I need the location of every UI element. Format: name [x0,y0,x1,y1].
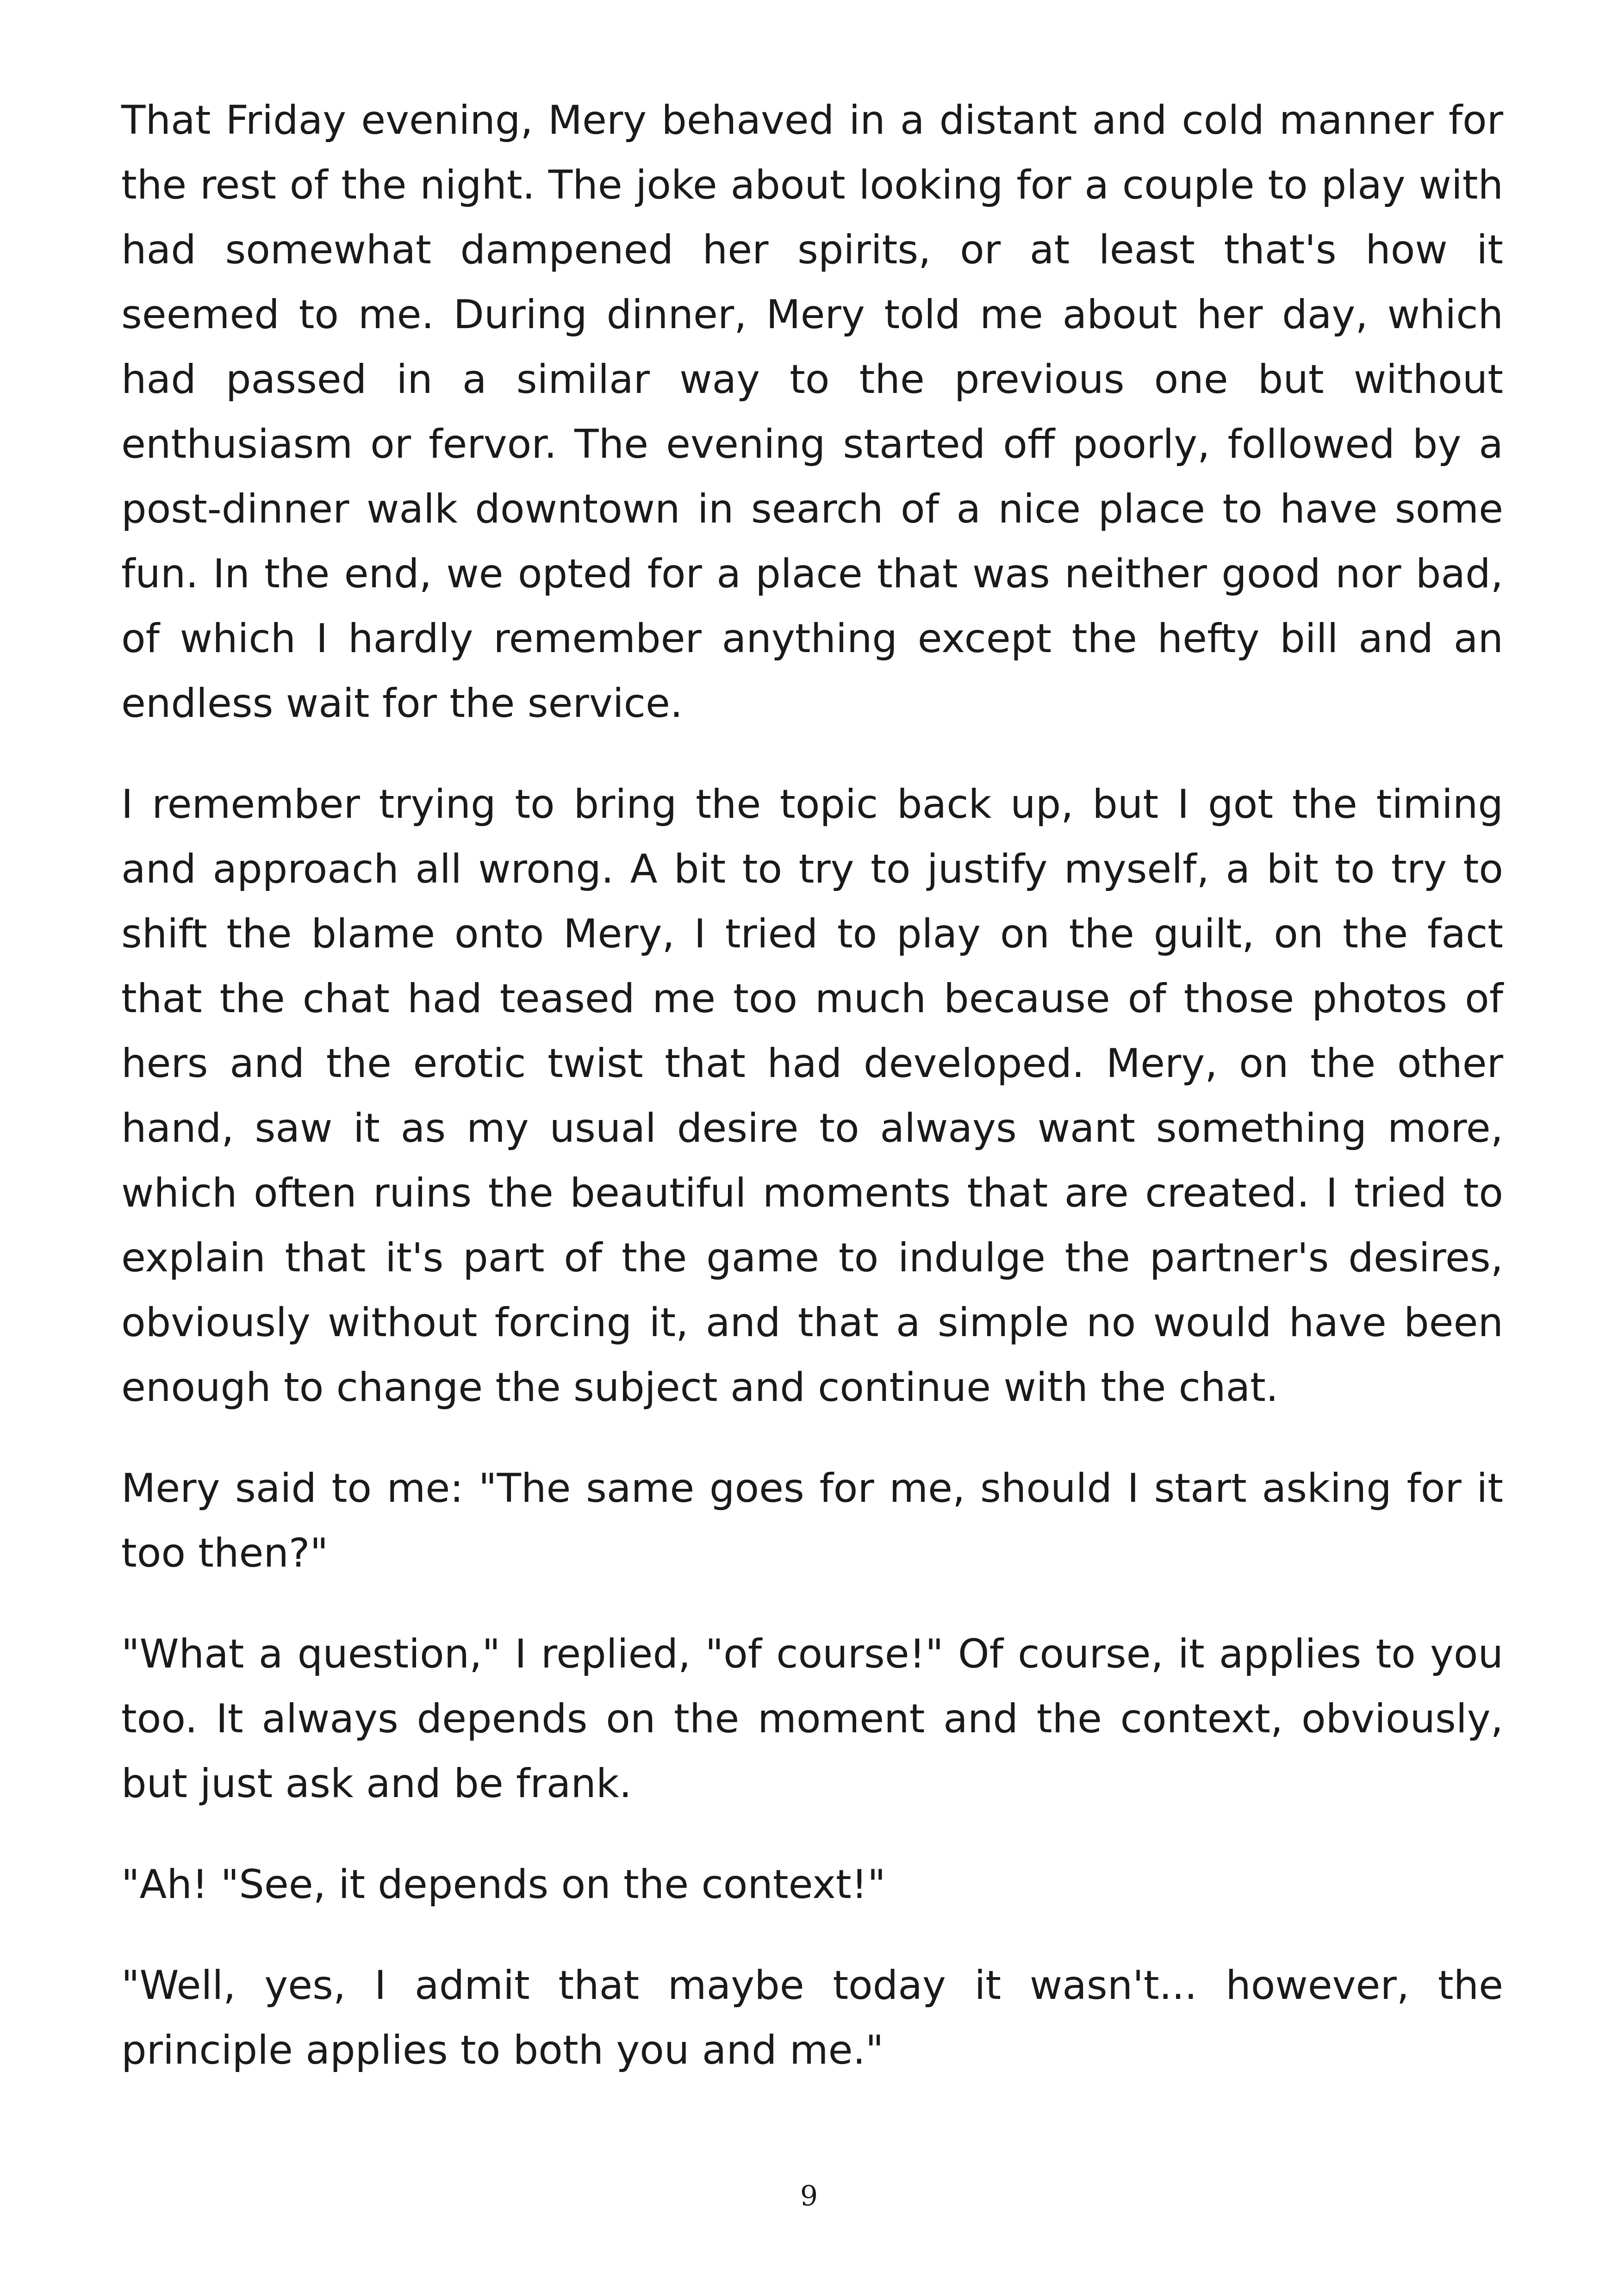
body-text [121,88,1503,2119]
paragraph-2: I remember trying to bring the topic back up, but I got the timing and approach all wrong. A bit to try to justify myself, a bit to try to shift the blame onto Mery, I tried to play on the guilt, on the fact that the chat had teased me too much because of those photos of hers and the erotic twist that had developed. Mery, on the other hand, saw it as my usual desire to always want something more, which often ruins the beautiful moments that are created. I tried to explain that it's part of the game to indulge the partner's desires, obviously without forcing it, and that a simple no would have been enough to change the subject and continue with the chat. [121,781,1503,1411]
paragraph-6: "Well, yes, I admit that maybe today it wasn't... however, the principle applies to both you and me." [121,1962,1503,2073]
paragraph-1: That Friday evening, Mery behaved in a distant and cold manner for the rest of the night. The joke about looking for a couple to play with had somewhat dampened her spirits, or at least that's how it seemed to me. During dinner, Mery told me about her day, which had passed in a similar way to the previous one but without enthusiasm or fervor. The evening started off poorly, followed by a post-dinner walk downtown in search of a nice place to have some fun. In the end, we opted for a place that was neither good nor bad, of which I hardly remember anything except the hefty bill and an endless wait for the service. [121,97,1503,727]
paragraph-3: Mery said to me: "The same goes for me, should I start asking for it too then?" [121,1465,1503,1576]
page-number: 9 [800,2180,818,2212]
paragraph-4: "What a question," I replied, "of course!" Of course, it applies to you too. It always depends on the moment and the context, obviously, but just ask and be frank. [121,1631,1503,1807]
paragraph-5: "Ah! "See, it depends on the context!" [121,1861,886,1908]
